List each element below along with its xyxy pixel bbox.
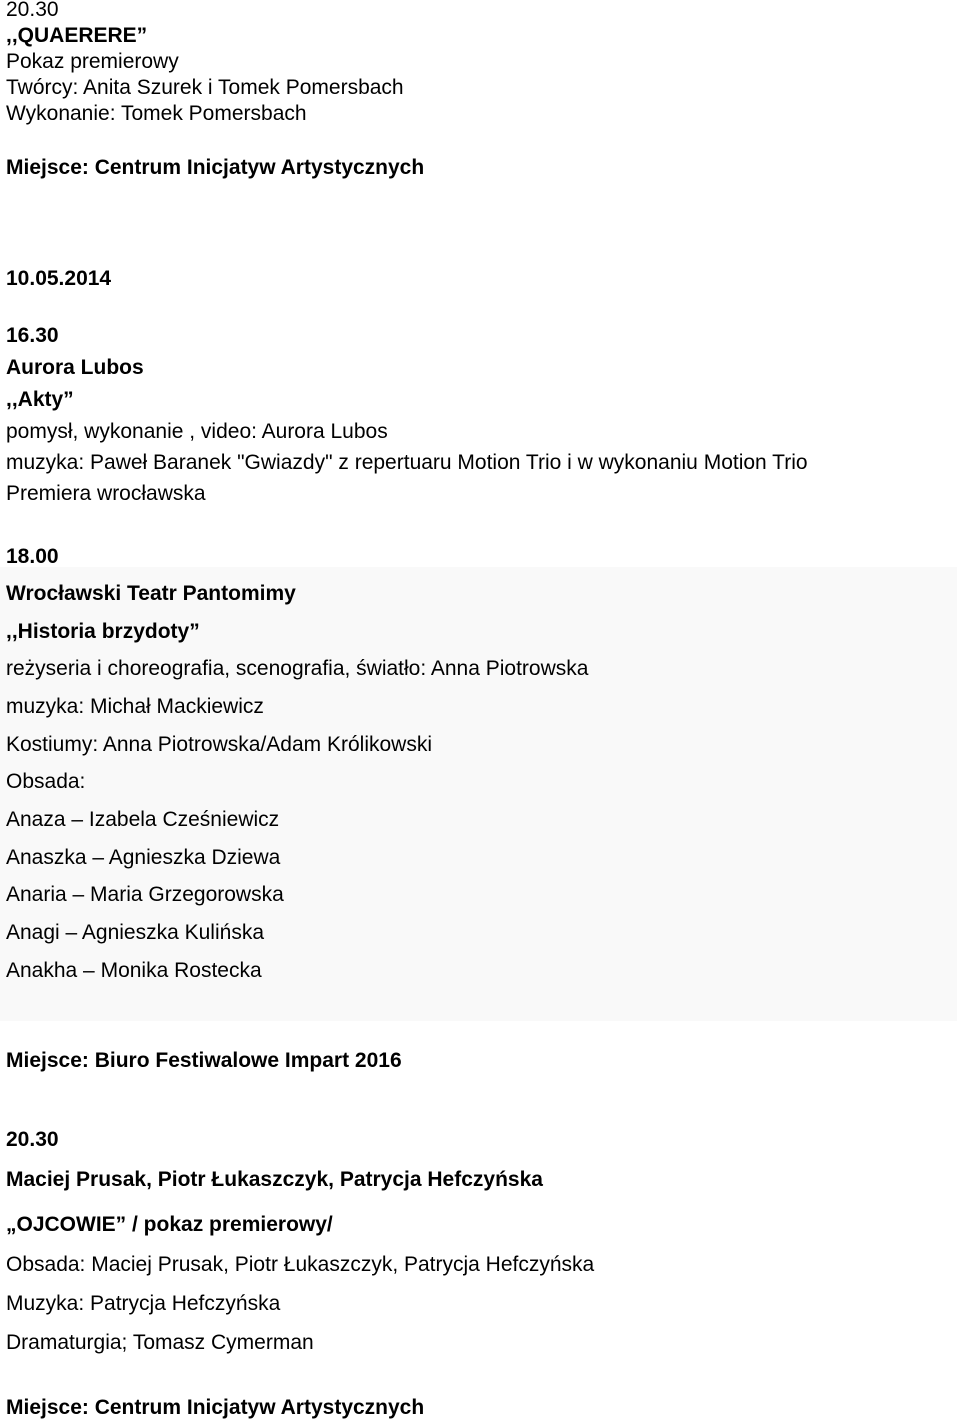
event-performance: Wykonanie: Tomek Pomersbach [6, 102, 307, 125]
event-title: ,,Historia brzydoty” [6, 620, 200, 643]
cast-member: Anakha – Monika Rostecka [6, 959, 262, 982]
event-artists: Maciej Prusak, Piotr Łukaszczyk, Patrycja Hefczyńska [6, 1168, 543, 1191]
event-time: 16.30 [6, 324, 59, 347]
event-dramaturgy: Dramaturgia; Tomasz Cymerman [6, 1331, 314, 1354]
cast-member: Anaria – Maria Grzegorowska [6, 883, 284, 906]
event-concept: pomysł, wykonanie , video: Aurora Lubos [6, 420, 388, 443]
event-music: muzyka: Paweł Baranek "Gwiazdy" z repertuaru Motion Trio i w wykonaniu Motion Trio [6, 451, 808, 474]
cast-member: Anaszka – Agnieszka Dziewa [6, 846, 281, 869]
event-music: muzyka: Michał Mackiewicz [6, 695, 264, 718]
event-cast: Obsada: Maciej Prusak, Piotr Łukaszczyk, Patrycja Hefczyńska [6, 1253, 595, 1276]
date-heading: 10.05.2014 [6, 267, 112, 290]
event-title: „OJCOWIE” / pokaz premierowy/ [6, 1213, 333, 1236]
event-music: Muzyka: Patrycja Hefczyńska [6, 1292, 281, 1315]
event-artist: Aurora Lubos [6, 356, 144, 379]
event-title: ,,Akty” [6, 388, 74, 411]
event-venue: Miejsce: Biuro Festiwalowe Impart 2016 [6, 1049, 402, 1072]
event-costumes: Kostiumy: Anna Piotrowska/Adam Królikowski [6, 733, 432, 756]
event-venue: Miejsce: Centrum Inicjatyw Artystycznych [6, 156, 425, 179]
event-creators: Twórcy: Anita Szurek i Tomek Pomersbach [6, 76, 404, 99]
cast-member: Anaza – Izabela Cześniewicz [6, 808, 280, 831]
event-venue: Miejsce: Centrum Inicjatyw Artystycznych [6, 1396, 425, 1419]
event-time: 18.00 [6, 545, 59, 568]
event-time: 20.30 [6, 0, 59, 21]
event-direction: reżyseria i choreografia, scenografia, światło: Anna Piotrowska [6, 657, 589, 680]
event-time: 20.30 [6, 1128, 59, 1151]
event-title: ,,QUAERERE” [6, 24, 148, 47]
event-company: Wrocławski Teatr Pantomimy [6, 582, 296, 605]
event-note: Pokaz premierowy [6, 50, 179, 73]
event-premiere: Premiera wrocławska [6, 482, 206, 505]
cast-label: Obsada: [6, 770, 86, 793]
cast-member: Anagi – Agnieszka Kulińska [6, 921, 264, 944]
